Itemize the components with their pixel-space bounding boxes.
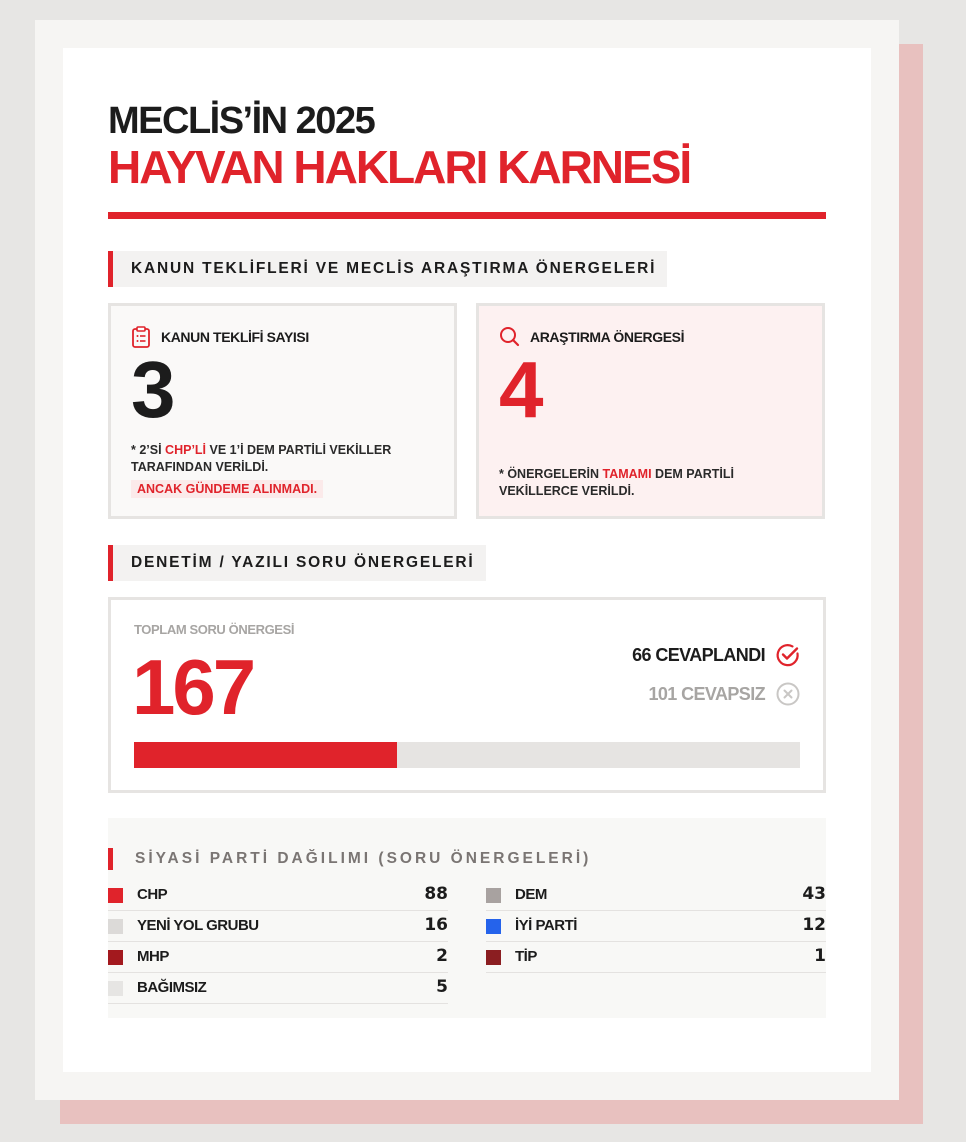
bill-count-value: 3 <box>131 345 176 434</box>
report-card <box>63 48 871 1072</box>
party-name: CHP <box>137 886 168 903</box>
party-color-swatch <box>108 888 123 903</box>
answered-progress-track <box>134 742 800 768</box>
party-name: DEM <box>515 886 547 903</box>
party-color-swatch <box>108 950 123 965</box>
unanswered-stat <box>648 681 801 707</box>
party-question-count: 43 <box>802 884 826 904</box>
research-motion-value: 4 <box>499 345 544 434</box>
party-question-count: 12 <box>802 915 826 935</box>
bill-count-label-text: KANUN TEKLİFİ SAYISI <box>161 329 309 345</box>
research-motion-box <box>476 303 825 519</box>
research-motion-label-text: ARAŞTIRMA ÖNERGESİ <box>530 328 685 345</box>
party-name: TİP <box>515 948 537 965</box>
party-color-swatch <box>108 981 123 996</box>
answered-progress-fill <box>134 742 397 768</box>
party-name: YENİ YOL GRUBU <box>137 917 259 934</box>
title-divider <box>108 212 826 219</box>
party-color-swatch <box>486 950 501 965</box>
section-heading-questions: DENETİM / YAZILI SORU ÖNERGELERİ <box>108 545 486 581</box>
party-question-count: 16 <box>424 915 448 935</box>
answered-stat <box>632 642 801 668</box>
bill-warning-badge: ANCAK GÜNDEME ALINMADI. <box>131 480 323 498</box>
party-row <box>486 942 826 973</box>
x-circle-icon <box>775 681 801 707</box>
research-motion-label <box>499 326 684 347</box>
party-distribution-heading: SİYASİ PARTİ DAĞILIMI (SORU ÖNERGELERİ) <box>108 848 591 870</box>
party-question-count: 88 <box>424 884 448 904</box>
party-color-swatch <box>486 888 501 903</box>
section-heading-legislation: KANUN TEKLİFLERİ VE MECLİS ARAŞTIRMA ÖNERGELERİ <box>108 251 667 287</box>
party-list-left <box>108 880 448 1004</box>
research-note-highlight: TAMAMI <box>602 467 652 481</box>
bill-count-box <box>108 303 457 519</box>
party-question-count: 1 <box>814 946 826 966</box>
bill-count-note <box>131 442 431 476</box>
total-questions-value: 167 <box>132 643 254 731</box>
party-list-right <box>486 880 826 973</box>
party-name: BAĞIMSIZ <box>137 979 207 996</box>
party-row <box>486 911 826 942</box>
total-questions-label: TOPLAM SORU ÖNERGESİ <box>134 622 295 637</box>
party-color-swatch <box>486 919 501 934</box>
title-line-2: HAYVAN HAKLARI KARNESİ <box>108 141 691 193</box>
party-row <box>486 880 826 911</box>
research-note-prefix: * ÖNERGELERİN <box>499 467 603 481</box>
party-row <box>108 973 448 1004</box>
party-question-count: 5 <box>436 977 448 997</box>
title-line-1: MECLİS’İN 2025 <box>108 100 375 142</box>
party-name: MHP <box>137 948 169 965</box>
research-motion-note <box>499 466 799 500</box>
answered-label: 66 CEVAPLANDI <box>632 644 765 665</box>
party-row <box>108 911 448 942</box>
unanswered-label: 101 CEVAPSIZ <box>648 683 765 704</box>
party-row <box>108 942 448 973</box>
party-name: İYİ PARTİ <box>515 917 577 934</box>
search-icon <box>499 326 520 347</box>
check-circle-icon <box>775 642 801 668</box>
bill-note-prefix: * 2’Sİ <box>131 443 166 457</box>
party-row <box>108 880 448 911</box>
bill-note-highlight: CHP’Lİ <box>165 443 207 457</box>
research-note-suffix: DEM PARTİLİ VEKİLLERCE VERİLDİ. <box>499 467 734 498</box>
questions-box <box>108 597 826 793</box>
bill-note-suffix: VE 1’İ DEM PARTİLİ VEKİLLER TARAFINDAN VERİLDİ. <box>131 443 392 474</box>
party-question-count: 2 <box>436 946 448 966</box>
party-distribution <box>108 818 826 1018</box>
party-color-swatch <box>108 919 123 934</box>
